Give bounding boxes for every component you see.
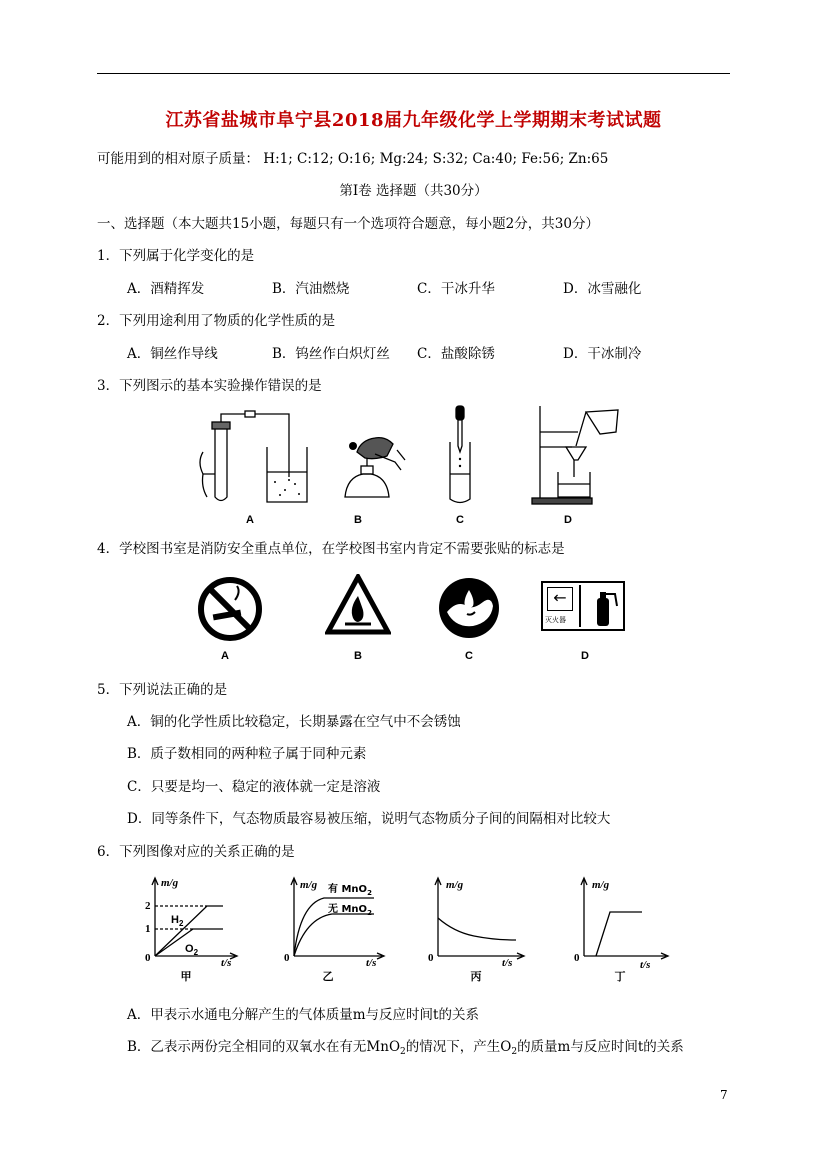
graph-yi-without-text: 无 MnO — [328, 904, 368, 915]
q2-option-a: A．铜丝作导线 — [127, 346, 218, 362]
q6-stem: 6．下列图像对应的关系正确的是 — [97, 844, 295, 860]
q2-stem: 2．下列用途利用了物质的化学性质的是 — [97, 313, 336, 329]
q6-option-b-mid: 的情况下，产生O — [405, 1039, 512, 1055]
q5-option-d: D．同等条件下，气态物质最容易被压缩，说明气态物质分子间的间隔相对比较大 — [127, 811, 611, 827]
water-drop-sign-icon — [437, 576, 501, 640]
q3-label-d: D — [564, 514, 572, 526]
q4-label-b: B — [354, 650, 362, 662]
no-smoking-sign-icon — [197, 576, 263, 642]
q5-stem: 5．下列说法正确的是 — [97, 682, 228, 698]
q6-option-b-sub1: 2 — [400, 1047, 406, 1057]
graph-jia-h2-sub: 2 — [178, 919, 184, 928]
graph-jia-h2-text: H — [171, 914, 179, 926]
q3-stem: 3．下列图示的基本实验操作错误的是 — [97, 378, 322, 394]
graph-ding-xlabel: t/s — [640, 959, 651, 971]
q6-option-a: A．甲表示水通电分解产生的气体质量m与反应时间t的关系 — [127, 1007, 479, 1023]
q1-option-a: A．酒精挥发 — [127, 281, 205, 297]
graph-yi-xlabel: t/s — [366, 957, 377, 969]
graph-yi — [282, 874, 397, 974]
volume-title: 第Ⅰ卷 选择题（共30分） — [339, 183, 488, 199]
q2-option-c: C．盐酸除锈 — [417, 346, 495, 362]
graph-yi-ylabel: m/g — [300, 879, 318, 891]
graph-yi-with-sub: 2 — [367, 889, 372, 897]
q1-stem: 1．下列属于化学变化的是 — [97, 248, 255, 264]
q6-option-b-pre: B．乙表示两份完全相同的双氧水在有无MnO — [127, 1039, 401, 1055]
graph-yi-origin: 0 — [284, 952, 290, 964]
flammable-warning-sign-icon — [325, 574, 391, 636]
fire-extinguisher-icon — [587, 586, 621, 628]
q1-option-d: D．冰雪融化 — [563, 281, 642, 297]
graph-yi-with-label — [328, 882, 372, 897]
graph-jia-tick-1: 1 — [145, 923, 151, 935]
page-number: 7 — [720, 1088, 728, 1102]
airtightness-check-figure — [195, 402, 315, 507]
q6-option-b-post: 的质量m与反应时间t的关系 — [517, 1039, 684, 1055]
graph-ding-origin: 0 — [574, 952, 580, 964]
graph-bing-xlabel: t/s — [502, 957, 513, 969]
alcohol-lamp-figure — [335, 432, 410, 507]
sign-divider — [579, 585, 581, 627]
graph-jia-xlabel: t/s — [221, 957, 232, 969]
q4-label-c: C — [465, 650, 473, 662]
q4-label-d: D — [581, 650, 589, 662]
graph-jia — [135, 874, 250, 974]
fire-extinguisher-sign — [541, 581, 625, 631]
graph-label-ding: 丁 — [614, 970, 626, 983]
graph-bing-ylabel: m/g — [446, 879, 464, 891]
graph-jia-origin: 0 — [145, 952, 151, 964]
graph-jia-tick-2: 2 — [145, 900, 151, 912]
atomic-masses: 可能用到的相对原子质量： H:1; C:12; O:16; Mg:24; S:32; Ca:40; Fe:56; Zn:65 — [97, 151, 609, 167]
q5-option-c: C．只要是均一、稳定的液体就一定是溶液 — [127, 779, 381, 795]
graph-jia-o2-text: O — [185, 943, 194, 955]
q6-option-b — [127, 1038, 684, 1061]
graph-label-bing: 丙 — [470, 970, 482, 983]
graph-bing-origin: 0 — [428, 952, 434, 964]
q3-label-c: C — [456, 514, 464, 526]
graph-label-yi: 乙 — [322, 970, 334, 983]
graph-jia-o2-label — [185, 943, 199, 957]
section-title: 一、选择题（本大题共15小题，每题只有一个选项符合题意，每小题2分，共30分） — [97, 216, 599, 232]
graph-ding-ylabel: m/g — [592, 879, 610, 891]
graph-yi-without-label — [328, 902, 372, 917]
q3-label-a: A — [246, 514, 254, 526]
graph-ding — [566, 874, 676, 974]
q4-stem: 4．学校图书室是消防安全重点单位，在学校图书室内肯定不需要张贴的标志是 — [97, 541, 565, 557]
q1-option-b: B．汽油燃烧 — [272, 281, 350, 297]
q2-option-d: D．干冰制冷 — [563, 346, 642, 362]
page-title: 江苏省盐城市阜宁县2018届九年级化学上学期期末考试试题 — [165, 110, 662, 131]
graph-jia-ylabel: m/g — [161, 877, 179, 889]
q4-label-a: A — [221, 650, 229, 662]
graph-yi-with-text: 有 MnO — [328, 884, 368, 895]
sign-text: 灭火器 — [545, 616, 566, 624]
graph-bing — [424, 874, 529, 974]
graph-jia-h2-label — [171, 914, 184, 928]
dropper-figure — [440, 404, 480, 507]
filtration-figure — [528, 402, 628, 507]
q6-option-b-sub2: 2 — [511, 1047, 518, 1057]
graph-yi-without-sub: 2 — [367, 909, 372, 917]
graph-jia-o2-sub: 2 — [193, 948, 199, 957]
q1-option-c: C．干冰升华 — [417, 281, 495, 297]
arrow-left-icon: ← — [547, 587, 573, 611]
q5-option-a: A．铜的化学性质比较稳定，长期暴露在空气中不会锈蚀 — [127, 714, 461, 730]
q5-option-b: B．质子数相同的两种粒子属于同种元素 — [127, 746, 367, 762]
graph-label-jia: 甲 — [180, 970, 192, 983]
q3-label-b: B — [354, 514, 362, 526]
q2-option-b: B．钨丝作白炽灯丝 — [272, 346, 390, 362]
top-rule — [97, 73, 730, 74]
